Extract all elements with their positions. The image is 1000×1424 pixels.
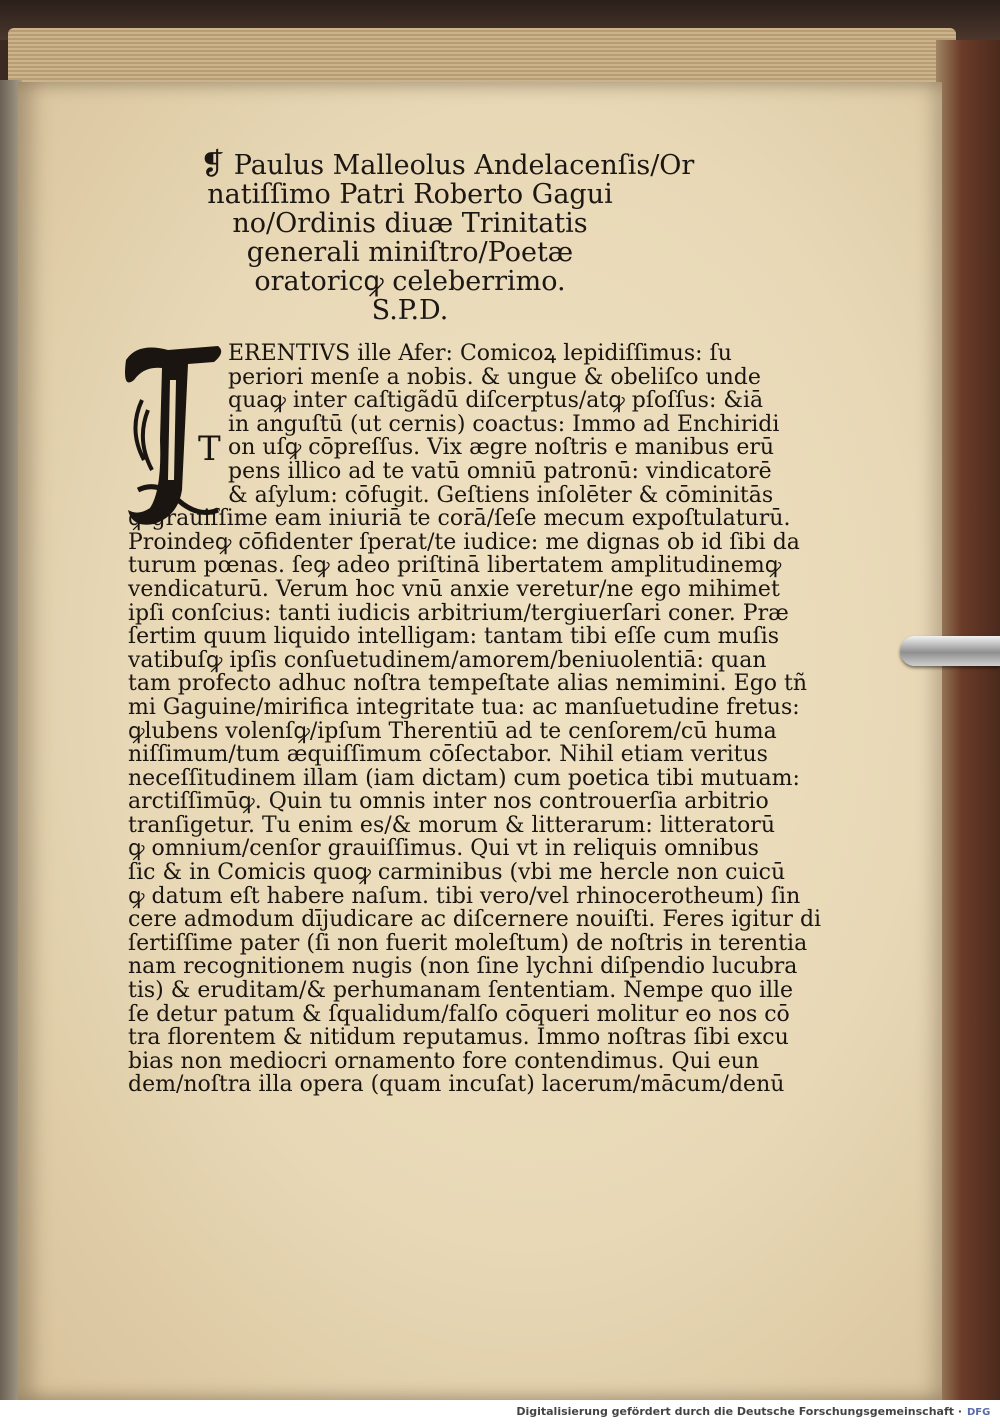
- text-line: tam profecto adhuc noſtra tempeſtate alias nemimini. Ego tñ: [128, 671, 808, 697]
- text-line: tra florentem & nitidum reputamus. Immo noſtras ſibi excu: [128, 1025, 789, 1051]
- pilcrow-icon: ❡: [200, 147, 226, 182]
- text-line: mi Gaguine/mirifica integritate tua: ac manſuetudine fretus:: [128, 694, 800, 720]
- heading: [200, 147, 695, 326]
- text-line: niſſimum/tum æquiſſimum cōſectabor. Nihil etiam veritus: [128, 742, 768, 768]
- text-line: ipſi conſcius: tanti iudicis arbitrium/tergiuerſari coner. Præ: [128, 600, 789, 626]
- text-line: & aſylum: cōfugit. Geſtiens inſolēter & cōminitās: [228, 482, 774, 508]
- body-text: [128, 341, 822, 1098]
- text-line: in anguſtū (ut cernis) coactus: Immo ad Enchiridi: [228, 411, 780, 437]
- text-line: ꝙ grauiſſime eam iniuriā te corā/ſeſe mecum expoſtulaturū.: [128, 506, 791, 532]
- text-line: pens illico ad te vatū omniū patronū: vindicatorē: [228, 458, 772, 484]
- heading-line-3: no/Ordinis diuæ Trinitatis: [232, 208, 588, 239]
- metal-clip: [900, 636, 1000, 666]
- heading-line-4: generali miniſtro/Poetæ: [246, 237, 574, 268]
- text-line: vatibuſꝙ ipſis conſuetudinem/amorem/beniuolentiā: quan: [128, 647, 767, 673]
- text-line: neceſſitudinem illam (iam dictam) cum poetica tibi mutuam:: [128, 765, 800, 791]
- heading-line-1: ❡ Paulus Malleolus Andelacenſis/Or: [200, 147, 695, 182]
- text-line: bias non mediocri ornamento fore contendimus. Qui eun: [128, 1048, 760, 1074]
- text-line: tranſigetur. Tu enim es/& morum & litterarum: litteratorū: [128, 812, 775, 838]
- heading-line-2: natiſſimo Patri Roberto Gagui: [207, 179, 613, 210]
- dfg-logo-icon: [966, 1404, 994, 1418]
- initial-letter: T: [198, 429, 221, 469]
- text-line: tis) & eruditam/& perhumanam ſententiam. Nempe quo ille: [128, 978, 794, 1004]
- dfg-logo-label: DFG: [967, 1407, 991, 1418]
- text-line: nam recognitionem nugis (non ſine lychni diſpendio lucubra: [128, 954, 798, 980]
- text-line: ꝙ datum eſt habere naſum. tibi vero/vel rhinocerotheum) ſin: [128, 883, 801, 909]
- text-line: ERENTIVS ille Afer: Comicoꝝ lepidiſſimus: ſu: [228, 341, 732, 366]
- text-line: periori menſe a nobis. & ungue & obeliſco unde: [228, 364, 761, 390]
- text-line: ſertim quum liquido intelligam: tantam tibi eſſe cum muſis: [128, 624, 780, 650]
- page-edges: [8, 28, 956, 88]
- text-line: dem/noſtra illa opera (quam incuſat) lacerum/mācum/denū: [128, 1072, 785, 1098]
- text-line: Proindeꝙ cōfidenter ſperat/te iudice: me dignas ob id ſibi da: [128, 529, 800, 555]
- text-line: ſic & in Comicis quoꝙ carminibus (vbi me hercle non cuicū: [128, 860, 786, 886]
- text-line: cere admodum dījudicare ac diſcernere nouiſti. Feres igitur di: [128, 907, 822, 933]
- text-line: vendicaturū. Verum hoc vnū anxie veretur/ne ego mihimet: [128, 576, 780, 602]
- footer-credit: Digitalisierung gefördert durch die Deutsche Forschungsgemeinschaft ·: [516, 1405, 962, 1418]
- text-line: ſertiſſime pater (ſi non fuerit moleſtum) de noſtris in terentia: [128, 930, 808, 956]
- heading-line-6: S.P.D.: [371, 295, 449, 326]
- text-line: ꝙ omnium/cenſor grauiſſimus. Qui vt in reliquis omnibus: [128, 836, 759, 862]
- text-line: turum pœnas. ſeꝙ adeo priſtinā libertatem amplitudinemꝙ: [128, 553, 782, 579]
- heading-line-5: oratoricꝙ celeberrimo.: [254, 266, 566, 297]
- text-line: ſe detur patum & ſqualidum/falſo cōqueri molitur eo nos cō: [128, 1001, 790, 1027]
- text-line: quaꝙ inter caſtigãdū diſcerptus/atꝙ pſoſſus: &iā: [228, 388, 764, 414]
- text-line: on uſꝙ cōpreſſus. Vix ægre noſtris e manibus erū: [228, 435, 775, 461]
- text-line: ꝙlubens volenſꝙ/ipſum Therentiū ad te cenſorem/cū huma: [128, 718, 777, 744]
- cover-board: [936, 40, 1000, 1400]
- text-line: arctiſſimūꝙ. Quin tu omnis inter nos controuerſia arbitrio: [128, 789, 769, 815]
